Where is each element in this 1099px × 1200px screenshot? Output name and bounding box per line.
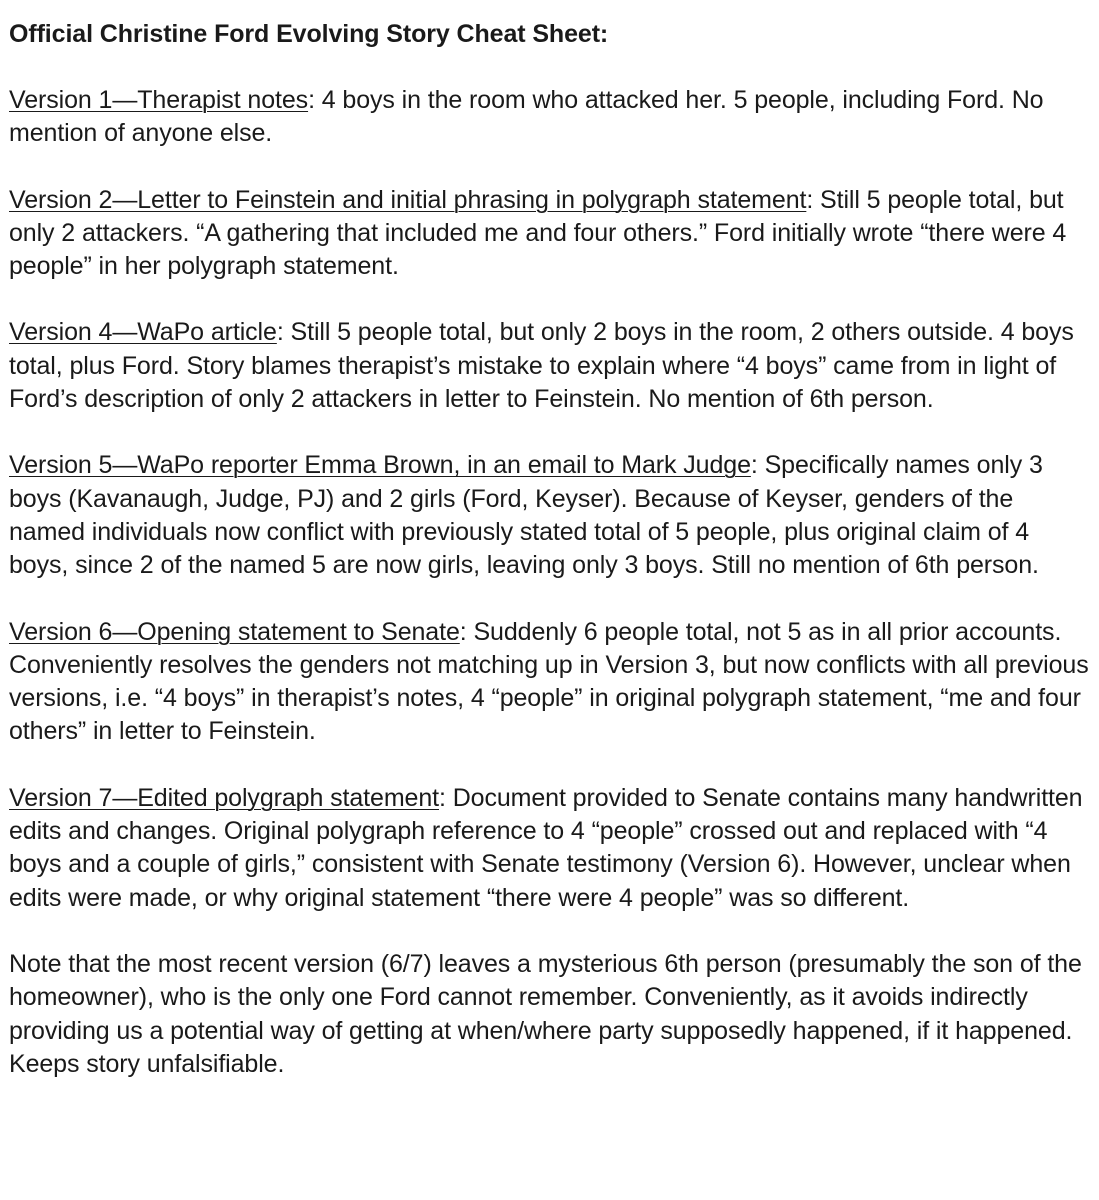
- section-body: : Suddenly 6 people total, not 5 as in all prior accounts. Conveniently resolves the genders not matching up in Version 3, but now conflicts with all previous versions, i.e. “4 boys” in therapist’s notes, 4 “people” in original polygraph statement, “me and four others” in letter to Feinstein.: [9, 617, 1089, 746]
- section-heading: Version 5—WaPo reporter Emma Brown, in an email to Mark Judge: [9, 451, 751, 480]
- section-heading: Version 7—Edited polygraph statement: [9, 783, 439, 812]
- section-version-7: [9, 782, 1091, 915]
- section-version-5: [9, 449, 1091, 582]
- section-version-1: [9, 84, 1091, 151]
- section-heading: Version 1—Therapist notes: [9, 86, 309, 114]
- section-body: : Still 5 people total, but only 2 attackers. “A gathering that included me and four others.” Ford initially wrote “there were 4 people” in her polygraph statement.: [9, 185, 1067, 281]
- document-title: Official Christine Ford Evolving Story Cheat Sheet:: [9, 20, 609, 48]
- closing-note: Note that the most recent version (6/7) leaves a mysterious 6th person (presumably the son of the homeowner), who is the only one Ford cannot remember. Conveniently, as it avoids indirectly providing us a potential way of getting at when/where party supposedly happened, if it happened. Keeps story unfalsifiable.: [9, 949, 1082, 1078]
- section-body: : Still 5 people total, but only 2 boys in the room, 2 others outside. 4 boys total, plus Ford. Story blames therapist’s mistake to explain where “4 boys” came from in light of Ford’s description of only 2 attackers in letter to Feinstein. No mention of 6th person.: [9, 318, 1074, 414]
- section-heading: Version 2—Letter to Feinstein and initial phrasing in polygraph statement: [9, 185, 807, 214]
- section-heading: Version 6—Opening statement to Senate: [9, 617, 460, 646]
- section-version-6: [9, 616, 1091, 749]
- section-body: : 4 boys in the room who attacked her. 5 people, including Ford. No mention of anyone else.: [9, 86, 1044, 148]
- section-body: : Document provided to Senate contains many handwritten edits and changes. Original polygraph reference to 4 “people” crossed out and replaced with “4 boys and a couple of girls,” consistent with Senate testimony (Version 6). However, unclear when edits were made, or why original statement “there were 4 people” was so different.: [9, 783, 1083, 912]
- section-version-2: [9, 184, 1091, 284]
- section-heading: Version 4—WaPo article: [9, 318, 277, 347]
- document-page: [9, 18, 1091, 1114]
- section-version-4: [9, 316, 1091, 416]
- section-body: : Specifically names only 3 boys (Kavanaugh, Judge, PJ) and 2 girls (Ford, Keyser). Because of Keyser, genders of the named individuals now conflict with previously stated total of 5 people, plus original claim of 4 boys, since 2 of the named 5 are now girls, leaving only 3 boys. Still no mention of 6th person.: [9, 451, 1043, 580]
